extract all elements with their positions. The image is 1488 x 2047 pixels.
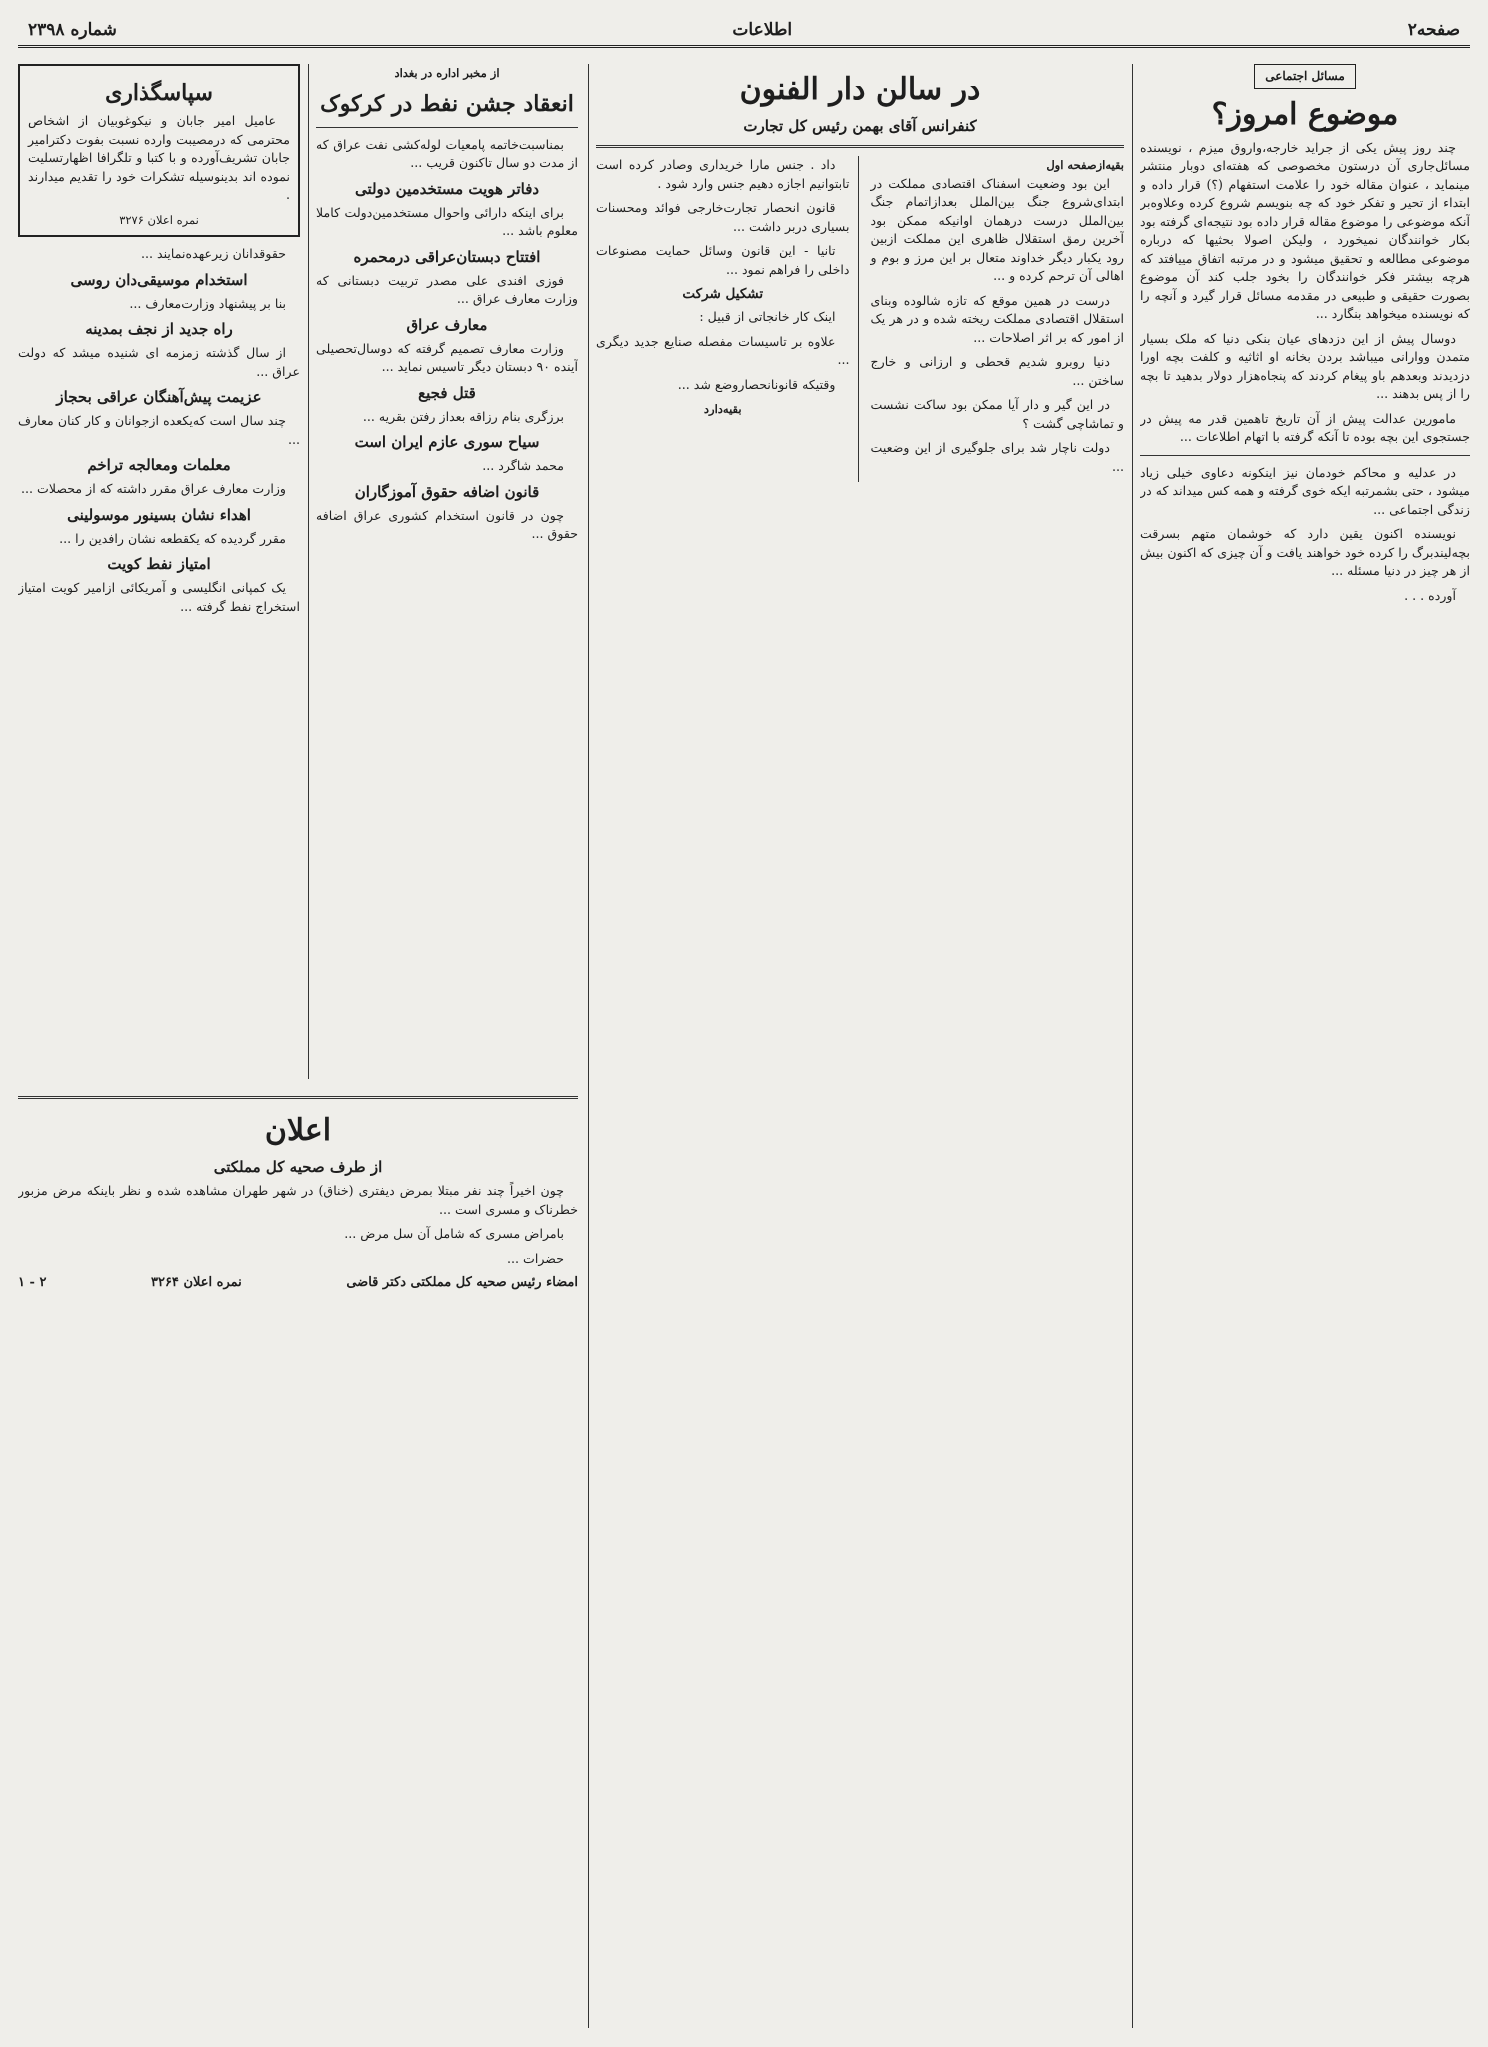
ad-number: نمره اعلان ۳۲۷۶ (119, 212, 199, 227)
paragraph: حضرات ... (506, 1250, 564, 1266)
paragraph: تانیا - این قانون وسائل حمایت مصنوعات داخلی را فراهم نمود ... (596, 243, 850, 277)
paragraph: بامراض مسری که شامل آن سل مرض ... (344, 1226, 564, 1241)
paragraph: دنیا روبرو شدیم قحطی و ارزانی و خارج ساختن ... (870, 354, 1124, 388)
masthead (18, 14, 1470, 48)
subheading: تشکیل شرکت (682, 286, 764, 302)
subheading: راه جدید از نجف بمدینه (85, 320, 233, 338)
main-subcolumn-left (596, 156, 859, 482)
subheading: عزیمت پیش‌آهنگان عراقی بحجاز (56, 388, 262, 406)
continued-mark: بقیه‌دارد (703, 402, 742, 416)
notice-footer (18, 1274, 578, 1293)
paragraph: نویسنده اکنون یقین دارد که خوشمان متهم بسرقت بچه‌لیندبرگ را کرده خود خواهند یافت و آن چیزی که اکنون بیش از هر چیز در دنیا مسئله ... (1140, 526, 1470, 578)
subheading: معارف عراق (406, 315, 488, 334)
paragraph: دولت ناچار شد برای جلوگیری از این وضعیت ... (870, 440, 1124, 474)
paragraph: بمناسبت‌خاتمه پامعیات لوله‌کشی نفت عراق که از مدت دو سال تاکنون قریب ... (316, 136, 578, 170)
issue-number: شماره ۲۳۹۸ (28, 19, 117, 40)
paragraph: اینک کار خانجاتی از قبیل : (699, 309, 836, 324)
notice-title: سپاسگذاری (105, 80, 213, 106)
paragraph: عامیل امیر جابان و نیکوغوبیان از اشخاص محترمی که درمصیبت وارده نسبت بفوت دکترامیر جابان تشریف‌آورده و با کتبا و تلگرافا اظهارتسلیت نموده اند بدینوسیله تشکرات خود را تقدیم میدارند . (28, 113, 290, 202)
thanks-notice (18, 64, 300, 237)
official-notice (18, 1096, 578, 2034)
paragraph: فوزی افندی علی مصدر تربیت دبستانی که وزارت معارف عراق ... (316, 272, 578, 306)
paragraph: این بود وضعیت اسفناک اقتصادی مملکت در ابتدای‌شروع جنگ بین‌الملل بعدازاتمام جنگ بین‌الملل درست درهمان اوانیکه ممکن بود آخرین رمق استقلال ظاهری این مملکت ازبین رود یکبار دیگر خداوند متعال بر این مرز و بوم و اهالی آن ترحم کرده و ... (870, 175, 1124, 283)
paragraph: در عدلیه و محاکم خودمان نیز اینکونه دعاوی خیلی زیاد میشود ، حتی بشمرتبه ایکه خوی گرفته و همه کس میداند که در زندگی اجتماعی ... (1140, 464, 1470, 517)
notice-signature: امضاء رئیس صحیه کل مملکتی دکتر قاضی (346, 1275, 578, 1290)
article-title: انعقاد جشن نفط در کرکوک (320, 90, 574, 117)
paragraph: محمد شاگرد ... (482, 458, 564, 473)
main-title: در سالن دار الفنون (739, 72, 981, 107)
subheading: سیاح سوری عازم ایران است (354, 433, 540, 451)
paragraph: وزارت معارف تصمیم گرفته که دوسال‌تحصیلی آینده ۹۰ دبستان دیگر تاسیس نماید ... (316, 340, 578, 374)
paragraph: یک کمپانی انگلیسی و آمریکائی ازامیر کویت امتیاز استخراج نفط گرفته ... (18, 580, 300, 614)
paragraph: دوسال پیش از این دزدهای عیان بنکی دنیا که ملک بسیار متمدن ووارانی میباشد بردن بخانه او اثاثیه و کلفت بچه اورا دزدیدند وبعدهم باو پیغام کردند که پنجاه‌هزار دولار بدهید تا بچه را از پس بدهند ... (1140, 330, 1470, 401)
subheading: دفاتر هویت مستخدمین دولتی (354, 179, 540, 198)
notice-ad-number: نمره اعلان ۳۲۶۴ (150, 1275, 242, 1290)
main-subtitle: کنفرانس آقای بهمن رئیس کل تجارت (743, 117, 977, 135)
paragraph: برزگری بنام رزاقه بعداز رفتن بقریه ... (362, 408, 564, 424)
paragraph: داد . جنس مارا خریداری وصادر کرده است تابتوانیم اجازه دهیم جنس وارد شود . (596, 157, 850, 191)
paragraph: وزارت معارف عراق مقرر داشته که از محصلات ... (20, 481, 286, 496)
paper-name: اطلاعات (732, 19, 793, 40)
column-main-article (596, 64, 1124, 2034)
paragraph: چند روز پیش یکی از جراید خارجه،واروق میزم ، نویسنده مسائل‌جاری آن درستون مخصوصی که هفته‌ای دوبار منتشر مینماید ، عنوان مقاله خود را علامت استفهام (؟) قرار داده و ابتداء از تحیر و تفکر خود که چه بنویسم شروع کرده وعلاوه‌بر آنکه موضوعی را موضوع مقاله قرار داده بود نتیجه‌ای گرفته بود بکار خوانندگان نمیخورد ، ولیکن اصولا بحثیها که درباره موضوعی مطالعه و تحقیق میشود و در مرتبه اتفاق مییافتد که هرچه بیشتر فکر خوانندگان را بخود جلب کند آن موضوع بصورت حقیقی و طبیعی در مقدمه مسائل قرار گیرد و آنچه را که نویسنده میخواهد بنگارد ... (1140, 139, 1470, 321)
article-title: موضوع امروز؟ (1211, 96, 1399, 132)
paragraph: بنا بر پیشنهاد وزارت‌معارف ... (129, 295, 286, 311)
paragraph: قانون انحصار تجارت‌خارجی فوائد ومحسنات بسیاری دربر داشت ... (596, 200, 850, 234)
paragraph: چون در قانون استخدام کشوری عراق اضافه حقوق ... (316, 507, 578, 541)
paragraph: حقوقدانان زیرعهده‌نمایند ... (140, 246, 286, 261)
continued-label: بقیه‌ازصفحه اول (1046, 158, 1124, 172)
subheading: استخدام موسیقی‌دان روسی (70, 270, 248, 289)
subheading: اهداء نشان بسینور موسولینی (67, 505, 251, 524)
notice-title: اعلان (264, 1113, 332, 1148)
subheading: قتل فجیع (418, 383, 476, 402)
paragraph: درست در همین موقع که تازه شالوده وبنای استقلال اقتصادی مملکت ریخته شده و در هر یک از امور که بر اثر اصلاحات ... (870, 292, 1124, 345)
paragraph: علاوه بر تاسیسات مفصله صنایع جدید دیگری ... (596, 333, 850, 367)
subheading: افتتاح دبستان‌عراقی درمحمره (353, 247, 541, 266)
paragraph: مامورین عدالت پیش از آن تاریخ تاهمین قدر مه پیش در جستجوی این بچه بوده تا آنکه گرفته با اتهام اطلاعات ... (1140, 410, 1470, 444)
newspaper-page (18, 14, 1470, 2034)
notice-issue-count: ۲ - ۱ (18, 1275, 47, 1290)
main-subcolumn-right (871, 156, 1125, 482)
column-social (1140, 64, 1470, 2034)
subheading: امتیاز نفط کویت (107, 555, 211, 573)
page-number: صفحه۲ (1407, 19, 1460, 40)
paragraph: چون اخیراً چند نفر مبتلا بمرض دیفتری (خناق) در شهر طهران مشاهده شده و نظر باینکه مرض مزبور خطرناک و مسری است ... (18, 1183, 578, 1217)
notice-issuer: از طرف صحیه کل مملکتی (213, 1158, 383, 1176)
paragraph: مقرر گردیده که یکقطعه نشان رافدین را ... (59, 530, 286, 546)
column-misc-news (18, 64, 300, 1079)
article-end: آورده . . . (1404, 587, 1456, 603)
paragraph: از سال گذشته زمزمه ای شنیده میشد که دولت عراق ... (18, 345, 300, 379)
subheading: قانون اضافه حقوق آموزگاران (354, 482, 540, 501)
paragraph: در این گیر و دار آیا ممکن بود ساکت نشست و تماشاچی گشت ؟ (870, 397, 1124, 431)
correspondent-label: از مخبر اداره در بغداد (394, 66, 500, 80)
column-iraq-news (316, 64, 578, 1079)
paragraph: برای اینکه دارائی واحوال مستخدمین‌دولت کاملا معلوم باشد ... (316, 204, 578, 238)
section-label: مسائل اجتماعی (1254, 64, 1356, 89)
paragraph: وقتیکه قانونانحصاروضع شد ... (677, 376, 836, 392)
subheading: معلمات ومعالجه تراخم (87, 456, 231, 474)
paragraph: چند سال است که‌یکعده ازجوانان و کار کنان معارف ... (18, 413, 300, 447)
